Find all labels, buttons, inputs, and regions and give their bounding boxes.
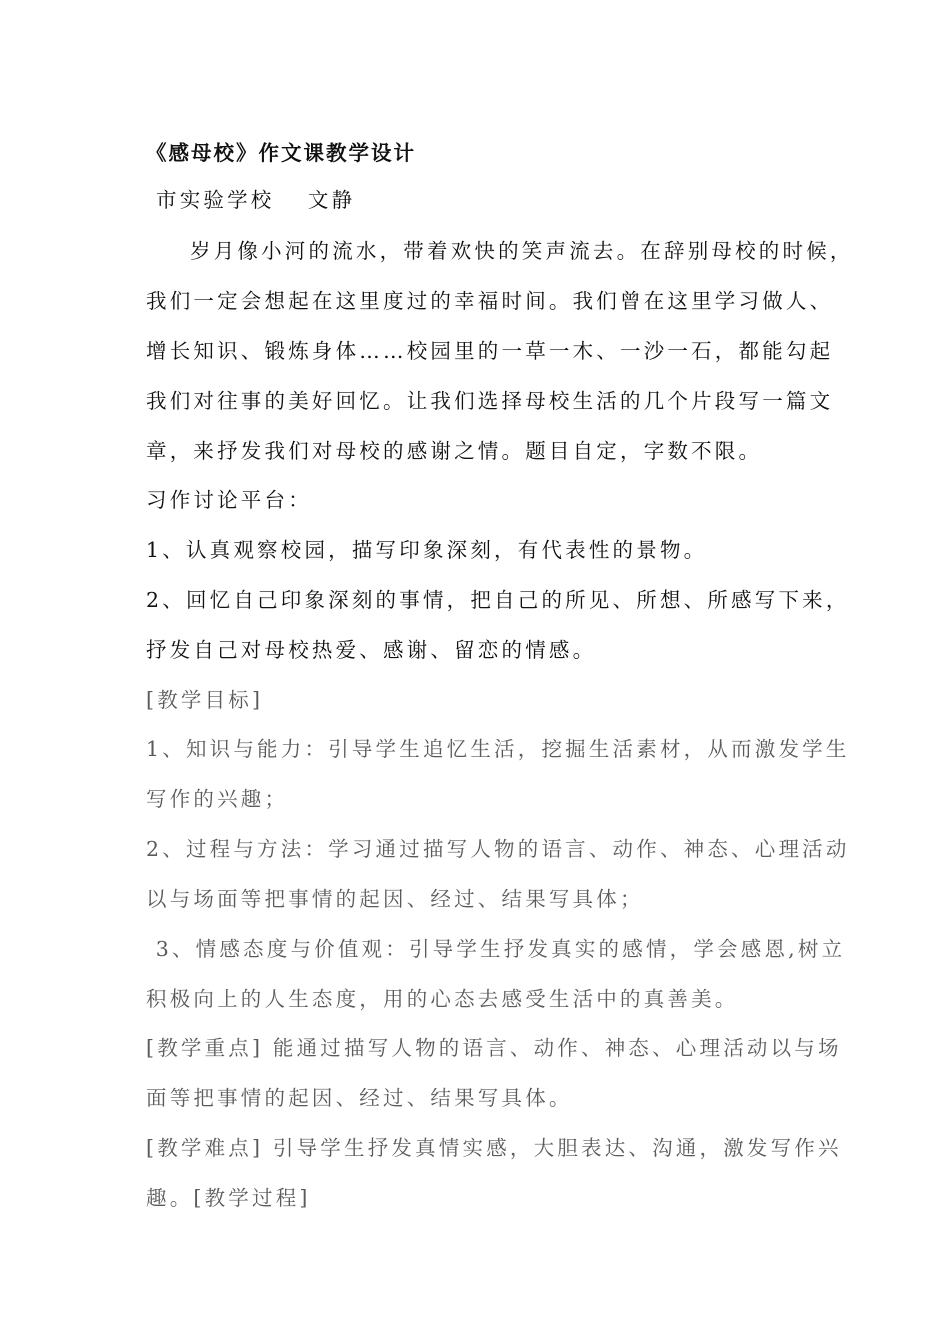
objective-line: 2、过程与方法：学习通过描写人物的语言、动作、神态、心理活动 (146, 837, 850, 861)
key-points-line: 面等把事情的起因、经过、结果写具体。 (146, 1086, 573, 1110)
document-title: 《感母校》作文课教学设计 (146, 141, 416, 165)
difficult-points-line: [教学难点] 引导学生抒发真情实感，大胆表达、沟通，激发写作兴 (146, 1136, 842, 1160)
objective-line: 1、知识与能力：引导学生追忆生活，挖掘生活素材，从而激发学生 (146, 737, 850, 761)
intro-line: 章，来抒发我们对母校的感谢之情。题目自定，字数不限。 (146, 439, 763, 463)
intro-line: 增长知识、锻炼身体……校园里的一草一木、一沙一石，都能勾起 (146, 339, 834, 363)
key-points-line: [教学重点] 能通过描写人物的语言、动作、神态、心理活动以与场 (146, 1036, 842, 1060)
objectives-heading: [教学目标] (146, 688, 264, 712)
intro-line: 我们一定会想起在这里度过的幸福时间。我们曾在这里学习做人、 (146, 289, 834, 313)
objective-line: 写作的兴趣； (146, 787, 289, 811)
objective-line: 以与场面等把事情的起因、经过、结果写具体； (146, 887, 644, 911)
intro-line: 我们对往事的美好回忆。让我们选择母校生活的几个片段写一篇文 (146, 389, 834, 413)
discussion-line: 2、回忆自己印象深刻的事情，把自己的所见、所想、所感写下来， (146, 588, 850, 612)
objective-line: 3、情感态度与价值观：引导学生抒发真实的感情，学会感恩,树立 (146, 937, 846, 961)
discussion-line: 抒发自己对母校热爱、感谢、留恋的情感。 (146, 638, 597, 662)
author-line: 市实验学校 文静 (156, 188, 356, 212)
discussion-line: 1、认真观察校园，描写印象深刻，有代表性的景物。 (146, 538, 708, 562)
difficult-points-line: 趣。[教学过程] (146, 1186, 311, 1210)
discussion-heading: 习作讨论平台： (146, 488, 312, 512)
intro-line: 岁月像小河的流水，带着欢快的笑声流去。在辞别母校的时候， (190, 239, 854, 263)
objective-line: 积极向上的人生态度，用的心态去感受生活中的真善美。 (146, 987, 739, 1011)
